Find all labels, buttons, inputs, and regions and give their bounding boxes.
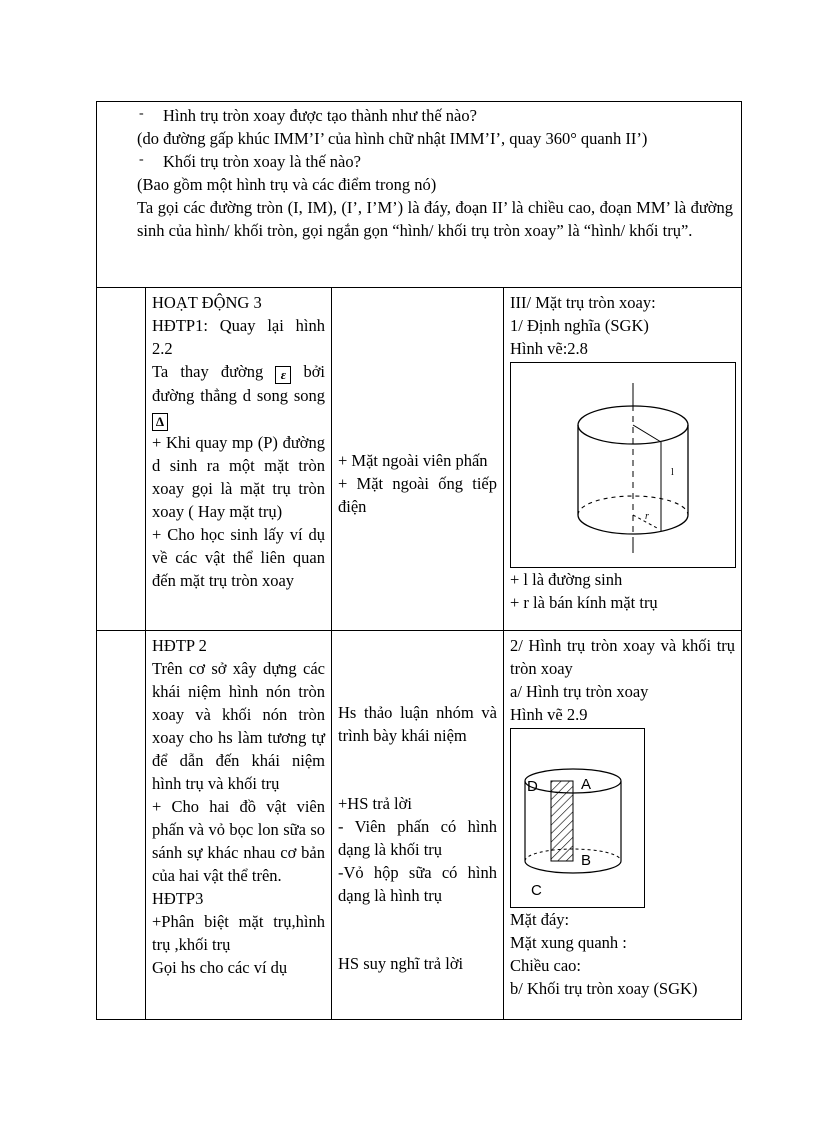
figure-caption: Hình vẽ:2.8 bbox=[510, 339, 588, 358]
student-answer-1: + Mặt ngoài viên phấn bbox=[338, 451, 488, 470]
student-activity-4 bbox=[332, 631, 504, 1020]
label-r: r bbox=[645, 511, 649, 522]
label-A: A bbox=[581, 776, 592, 793]
examples-prompt: + Cho học sinh lấy ví dụ về các vật thể liên quan đến mặt trụ tròn xoay bbox=[152, 525, 325, 590]
label-B: B bbox=[581, 852, 592, 869]
answer-1: (do đường gấp khúc IMM’I’ của hình chữ nhật IMM’I’, quay 360° quanh II’) bbox=[137, 129, 648, 148]
label-l: l bbox=[671, 467, 674, 478]
blank-cell bbox=[97, 631, 146, 1020]
teacher-activity-3 bbox=[146, 288, 332, 631]
definition-ref: 1/ Định nghĩa (SGK) bbox=[510, 316, 649, 335]
answer-2: (Bao gồm một hình trụ và các điểm trong nó) bbox=[137, 175, 437, 194]
student-answer-2: + Mặt ngoài ống tiếp điện bbox=[338, 474, 497, 516]
student-can: -Vỏ hộp sữa có hình dạng là hình trụ bbox=[338, 863, 497, 905]
subsection-a: a/ Hình trụ tròn xoay bbox=[510, 682, 649, 701]
replace-line-text: Ta thay đường ε bởi đường thẳng d song songΔ bbox=[152, 362, 326, 429]
note-generatrix: + l là đường sinh bbox=[510, 570, 623, 589]
question-2: ‐ Khối trụ tròn xoay là thế nào? bbox=[139, 150, 733, 173]
cylinder-surface-text: + Khi quay mp (P) đường d sinh ra một mặt tròn xoay gọi là mặt trụ tròn xoay ( Hay mặt trụ) bbox=[152, 433, 325, 521]
section-2-heading: 2/ Hình trụ tròn xoay và khối trụ tròn xoay bbox=[510, 636, 736, 678]
student-activity-3 bbox=[332, 288, 504, 631]
student-think: HS suy nghĩ trả lời bbox=[338, 954, 464, 973]
content-cylinder bbox=[504, 631, 742, 1020]
student-chalk: - Viên phấn có hình dạng là khối trụ bbox=[338, 817, 497, 859]
epsilon-symbol: ε bbox=[275, 366, 291, 384]
label-D: D bbox=[527, 778, 538, 795]
base-label: Mặt đáy: bbox=[510, 910, 570, 929]
sub-activity-2: HĐTP 2 bbox=[152, 636, 207, 655]
sub-activity-1: HĐTP1: Quay lại hình 2.2 bbox=[152, 316, 325, 358]
teacher-activity-4 bbox=[146, 631, 332, 1020]
definition-paragraph: Ta gọi các đường tròn (I, IM), (I’, I’M’) là đáy, đoạn II’ là chiều cao, đoạn MM’ là đường sinh của hình/ khối tròn, gọi ngắn gọn “hình/ khối trụ tròn xoay” là “hình/ khối trụ”. bbox=[137, 198, 734, 240]
student-answer-label: +HS trả lời bbox=[338, 794, 412, 813]
content-cylinder-surface bbox=[504, 288, 742, 631]
label-C: C bbox=[531, 882, 542, 899]
height-label: Chiều cao: bbox=[510, 956, 582, 975]
sub-activity-3: HĐTP3 bbox=[152, 889, 204, 908]
student-discuss: Hs thảo luận nhóm và trình bày khái niệm bbox=[338, 703, 497, 745]
lesson-table bbox=[96, 101, 742, 1020]
concept-text: Trên cơ sở xây dựng các khái niệm hình nón tròn xoay và khối nón tròn xoay cho hs làm tương tự để dẫn đến khái niệm hình trụ và khối trụ bbox=[152, 659, 325, 793]
subsection-b: b/ Khối trụ tròn xoay (SGK) bbox=[510, 979, 698, 998]
note-radius: + r là bán kính mặt trụ bbox=[510, 593, 658, 612]
intro-cell bbox=[97, 102, 742, 288]
activity-title: HOẠT ĐỘNG 3 bbox=[152, 293, 262, 312]
example-text: Gọi hs cho các ví dụ bbox=[152, 958, 288, 977]
lateral-label: Mặt xung quanh : bbox=[510, 933, 627, 952]
figure-caption-2: Hình vẽ 2.9 bbox=[510, 705, 588, 724]
blank-cell bbox=[97, 288, 146, 631]
section-heading: III/ Mặt trụ tròn xoay: bbox=[510, 293, 656, 312]
delta-symbol: Δ bbox=[152, 413, 168, 431]
question-1: ‐ Hình trụ tròn xoay được tạo thành như thế nào? bbox=[139, 104, 733, 127]
figure-2-8 bbox=[510, 362, 736, 568]
distinguish-text: +Phân biệt mặt trụ,hình trụ ,khối trụ bbox=[152, 912, 325, 954]
compare-text: + Cho hai đồ vật viên phấn và vỏ bọc lon sữa so sánh sự khác nhau cơ bản của hai vật thể trên. bbox=[152, 797, 325, 885]
figure-2-9 bbox=[510, 728, 645, 908]
